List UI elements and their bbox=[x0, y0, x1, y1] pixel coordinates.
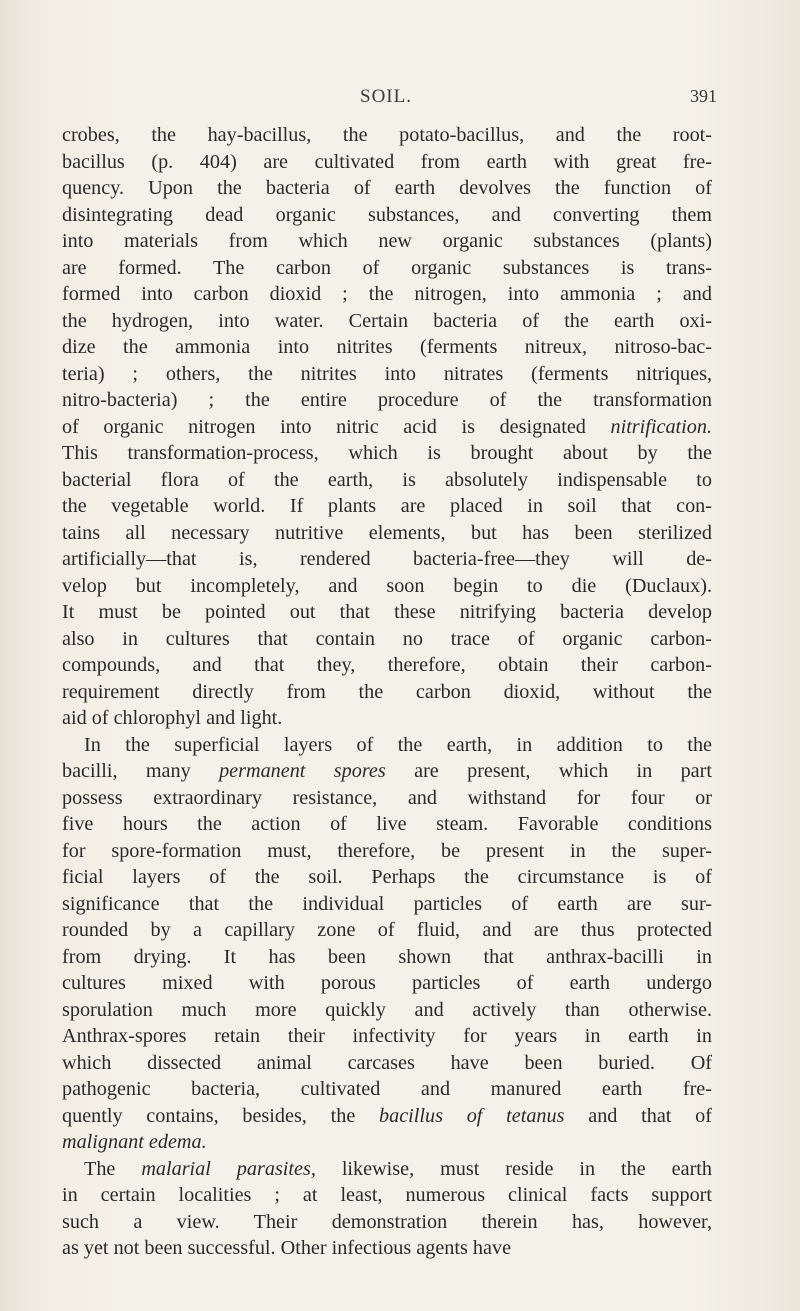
text-segment: The bbox=[84, 1157, 142, 1180]
text-line bbox=[62, 811, 712, 838]
text-segment: tains all necessary nutritive elements, but has been sterilized bbox=[62, 521, 712, 544]
text-line bbox=[62, 546, 712, 573]
text-line bbox=[62, 599, 712, 626]
text-segment: bacilli, many bbox=[62, 760, 220, 782]
text-segment: compounds, and that they, therefore, obtain their carbon- bbox=[62, 654, 712, 676]
text-segment: Anthrax-spores retain their infectivity for years in earth in bbox=[62, 1025, 712, 1047]
text-line bbox=[62, 917, 712, 944]
text-line bbox=[62, 202, 712, 229]
text-segment: sporulation much more quickly and actively than otherwise. bbox=[62, 998, 712, 1021]
text-line bbox=[62, 838, 712, 865]
paragraph-3 bbox=[62, 1156, 712, 1262]
text-segment: the hydrogen, into water. Certain bacteria of the earth oxi- bbox=[62, 309, 712, 332]
text-segment: quency. Upon the bacteria of earth devolves the function of bbox=[62, 177, 712, 199]
text-line bbox=[62, 308, 712, 335]
text-segment: aid of chlorophyl and light. bbox=[62, 707, 283, 729]
text-line bbox=[62, 1023, 712, 1050]
text-line bbox=[62, 1156, 712, 1183]
text-segment: It must be pointed out that these nitrifying bacteria develop bbox=[62, 601, 712, 623]
text-line bbox=[62, 758, 712, 785]
text-line bbox=[62, 467, 712, 494]
text-line bbox=[62, 1076, 712, 1103]
running-head bbox=[0, 86, 800, 112]
text-segment: teria) ; others, the nitrites into nitrates (ferments nitriques, bbox=[62, 362, 712, 385]
text-segment: dize the ammonia into nitrites (ferments nitreux, nitroso-bac- bbox=[62, 336, 712, 358]
text-segment: pathogenic bacteria, cultivated and manured earth fre- bbox=[62, 1078, 712, 1100]
text-segment: bacillus (p. 404) are cultivated from earth with great fre- bbox=[62, 150, 712, 173]
text-segment: ficial layers of the soil. Perhaps the circumstance is of bbox=[62, 866, 712, 888]
text-segment: significance that the individual particles of earth are sur- bbox=[62, 892, 712, 915]
text-segment: cultures mixed with porous particles of earth undergo bbox=[62, 972, 712, 994]
text-segment: in certain localities ; at least, numerous clinical facts support bbox=[62, 1184, 712, 1206]
text-segment: artificially—that is, rendered bacteria-free—they will de- bbox=[62, 548, 712, 570]
italic-text: permanent spores bbox=[219, 760, 386, 782]
text-line bbox=[62, 864, 712, 891]
page-number: 391 bbox=[690, 86, 717, 106]
text-line bbox=[62, 573, 712, 600]
text-line bbox=[62, 626, 712, 653]
text-segment: rounded by a capillary zone of fluid, and are thus protected bbox=[62, 919, 712, 941]
italic-text: malignant edema. bbox=[62, 1131, 207, 1153]
text-line bbox=[62, 732, 712, 759]
text-segment: are present, which in part bbox=[385, 760, 712, 782]
text-line bbox=[62, 440, 712, 467]
text-segment: velop but incompletely, and soon begin to die (Duclaux). bbox=[62, 574, 712, 597]
text-segment: such a view. Their demonstration therein has, however, bbox=[62, 1210, 712, 1233]
text-segment: five hours the action of live steam. Favorable conditions bbox=[62, 813, 712, 835]
text-line bbox=[62, 944, 712, 971]
text-line bbox=[62, 520, 712, 547]
text-line bbox=[62, 334, 712, 361]
text-line bbox=[62, 785, 712, 812]
text-line bbox=[62, 652, 712, 679]
text-segment: nitro-bacteria) ; the entire procedure of the transformation bbox=[62, 389, 712, 411]
text-line bbox=[62, 175, 712, 202]
text-segment: are formed. The carbon of organic substances is trans- bbox=[62, 256, 712, 279]
text-line bbox=[62, 255, 712, 282]
italic-text: bacillus of tetanus bbox=[379, 1104, 565, 1127]
text-segment: and that of bbox=[564, 1104, 712, 1127]
text-segment: from drying. It has been shown that anthrax-bacilli in bbox=[62, 945, 712, 968]
text-line bbox=[62, 1050, 712, 1077]
text-segment: as yet not been successful. Other infectious agents have bbox=[62, 1237, 512, 1259]
text-segment: also in cultures that contain no trace of organic carbon- bbox=[62, 627, 712, 650]
text-line bbox=[62, 387, 712, 414]
text-segment: crobes, the hay-bacillus, the potato-bacillus, and the root- bbox=[62, 124, 712, 146]
text-line bbox=[62, 149, 712, 176]
text-segment: possess extraordinary resistance, and withstand for four or bbox=[62, 786, 712, 809]
text-line bbox=[62, 705, 712, 732]
text-line bbox=[62, 493, 712, 520]
text-segment: bacterial flora of the earth, is absolutely indispensable to bbox=[62, 468, 712, 491]
text-line bbox=[62, 414, 712, 441]
text-segment: likewise, must reside in the earth bbox=[315, 1157, 712, 1180]
text-segment: disintegrating dead organic substances, and converting them bbox=[62, 203, 712, 226]
text-segment: requirement directly from the carbon dioxid, without the bbox=[62, 680, 712, 703]
text-line bbox=[62, 122, 712, 149]
text-segment: which dissected animal carcases have been buried. Of bbox=[62, 1051, 712, 1074]
text-line bbox=[62, 1235, 712, 1262]
text-segment: into materials from which new organic substances (plants) bbox=[62, 230, 712, 252]
text-line bbox=[62, 679, 712, 706]
text-segment: This transformation-process, which is brought about by the bbox=[62, 442, 712, 464]
italic-text: nitrification. bbox=[610, 415, 712, 438]
paragraph-2 bbox=[62, 732, 712, 1156]
text-segment: In the superficial layers of the earth, in addition to the bbox=[84, 733, 712, 756]
text-line bbox=[62, 970, 712, 997]
text-segment: for spore-formation must, therefore, be present in the super- bbox=[62, 839, 712, 862]
italic-text: malarial parasites, bbox=[141, 1157, 316, 1180]
text-segment: the vegetable world. If plants are placed in soil that con- bbox=[62, 495, 712, 517]
text-line bbox=[62, 1182, 712, 1209]
text-segment: quently contains, besides, the bbox=[62, 1104, 380, 1127]
paragraph-1 bbox=[62, 122, 712, 732]
text-line bbox=[62, 228, 712, 255]
text-line bbox=[62, 281, 712, 308]
text-segment: formed into carbon dioxid ; the nitrogen, into ammonia ; and bbox=[62, 283, 712, 305]
text-line bbox=[62, 1129, 712, 1156]
text-line bbox=[62, 997, 712, 1024]
text-line bbox=[62, 891, 712, 918]
text-line bbox=[62, 1209, 712, 1236]
text-segment: of organic nitrogen into nitric acid is designated bbox=[62, 415, 611, 438]
text-line bbox=[62, 1103, 712, 1130]
text-line bbox=[62, 361, 712, 388]
body-text bbox=[62, 122, 712, 1262]
header-title: SOIL. bbox=[360, 86, 412, 107]
